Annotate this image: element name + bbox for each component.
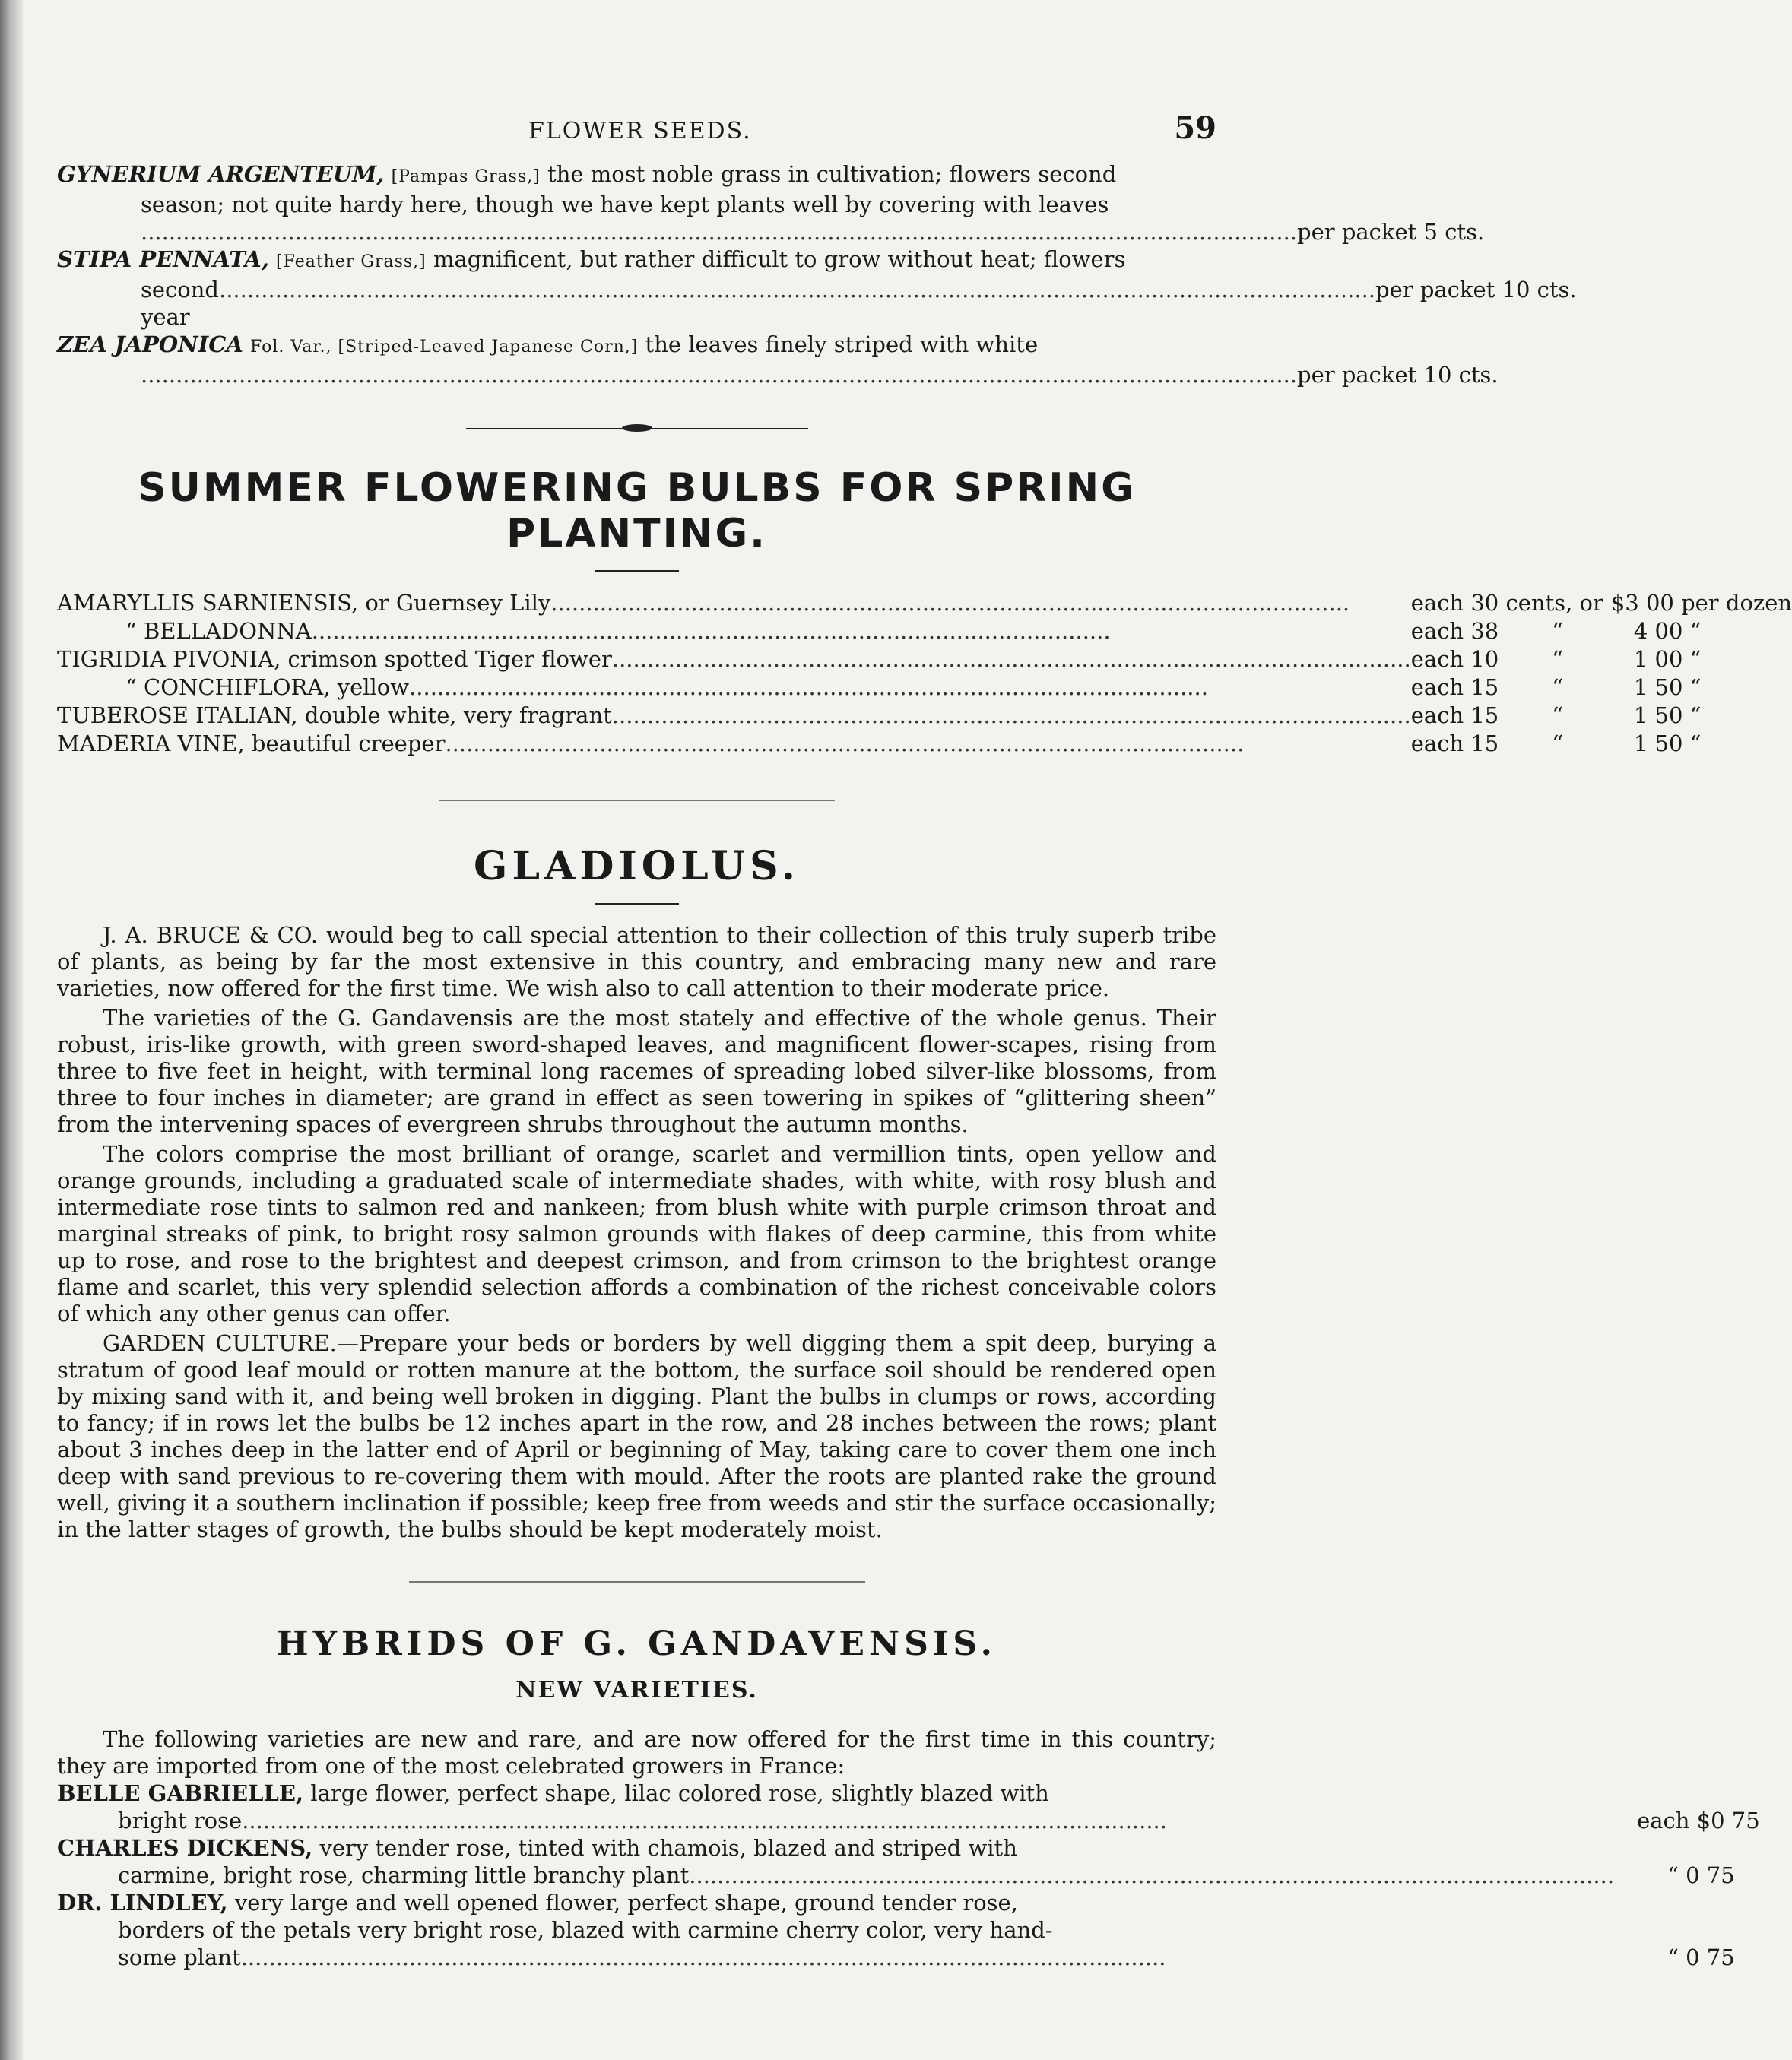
variety-description-cont: some plant xyxy=(118,1944,241,1970)
variety-description-cont: borders of the petals very bright rose, blazed with carmine cherry color, very hand- xyxy=(118,1917,1053,1943)
table-row xyxy=(57,1780,1760,1834)
bulb-price-each: each 15 xyxy=(1410,702,1499,728)
bulb-name: TUBEROSE ITALIAN, double white, very fragrant xyxy=(57,702,612,728)
grass-common-name: [Pampas Grass,] xyxy=(391,167,541,186)
section-divider xyxy=(439,800,835,801)
dot-leader: .................................................................................................................. xyxy=(409,674,1208,700)
bulb-price-dozen: $3 00 per dozen xyxy=(1610,590,1792,616)
page-number: 59 xyxy=(1174,110,1216,146)
variety-description-cont: carmine, bright rose, charming little branchy plant xyxy=(118,1862,690,1888)
dot-leader: .................................................................................................................. xyxy=(550,590,1350,616)
table-row xyxy=(57,702,1792,730)
variety-name: BELLE GABRIELLE, xyxy=(57,1780,304,1806)
variety-name: CHARLES DICKENS, xyxy=(57,1835,313,1861)
ornamental-divider xyxy=(466,426,808,431)
grass-description: the leaves finely striped with white xyxy=(638,331,1039,357)
grass-description-cont: second year xyxy=(141,277,219,330)
ditto-mark: “ xyxy=(1552,731,1564,756)
dot-leader: .................................................................................................................. xyxy=(311,618,1111,644)
dot-leader: .................................................................................................................................... xyxy=(689,1862,1615,1888)
table-row xyxy=(57,730,1792,758)
ditto-mark: “ xyxy=(1552,702,1564,728)
grass-common-name: Fol. Var., [Striped-Leaved Japanese Corn,] xyxy=(250,338,639,357)
dot-leader: ..................................................................................................................................................................... xyxy=(141,219,1298,245)
variety-description-cont: bright rose xyxy=(118,1808,243,1833)
ditto-mark: “ xyxy=(1552,646,1564,672)
bulbs-price-table xyxy=(57,589,1792,758)
bulb-price-dozen: 4 00 “ xyxy=(1633,618,1702,644)
grass-price: per packet 10 cts. xyxy=(1375,277,1577,303)
page-gutter-shadow xyxy=(0,0,23,2060)
hybrids-price-list xyxy=(57,1780,1760,1971)
dot-leader: .................................................................................................................................... xyxy=(242,1808,1167,1833)
new-varieties-subheading: NEW VARIETIES. xyxy=(515,1677,758,1703)
hybrids-intro: The following varieties are new and rare, and are now offered for the first time in this country; they are imported from one of the most celebrated growers in France: xyxy=(57,1726,1216,1779)
variety-price: each $0 75 xyxy=(1637,1808,1760,1833)
bulb-name: “ CONCHIFLORA, yellow xyxy=(125,674,410,700)
grass-description: the most noble grass in cultivation; flowers second xyxy=(540,161,1117,187)
table-row xyxy=(57,1834,1760,1889)
bulb-price-dozen: 1 50 “ xyxy=(1633,731,1702,756)
variety-description: very large and well opened flower, perfect shape, ground tender rose, xyxy=(227,1890,1018,1916)
dot-leader: ..................................................................................................................................................................... xyxy=(219,277,1376,303)
hybrids-heading: HYBRIDS OF G. GANDAVENSIS. xyxy=(277,1624,997,1663)
heading-rule xyxy=(595,903,679,905)
bulb-name: AMARYLLIS SARNIENSIS, or Guernsey Lily xyxy=(57,590,551,616)
bulb-price-each: each 10 xyxy=(1410,646,1499,672)
bulb-price-dozen: 1 50 “ xyxy=(1633,702,1702,728)
grass-price: per packet 10 cts. xyxy=(1297,362,1499,388)
grass-list xyxy=(57,160,1577,388)
grass-name: GYNERIUM ARGENTEUM, xyxy=(57,161,385,187)
table-row xyxy=(57,589,1792,617)
bulb-price-each: each 15 xyxy=(1410,731,1499,756)
grass-price: per packet 5 cts. xyxy=(1297,219,1485,245)
section-divider xyxy=(409,1581,865,1583)
grass-entry xyxy=(57,246,1577,331)
gladiolus-paragraph: The varieties of the G. Gandavensis are the most stately and effective of the whole genus. Their robust, iris-like growth, with green sword-shaped leaves, and magnificent flower-scapes, rising from three to five feet in height, with terminal long racemes of spreading lobed silver-like blossoms, from three to four inches in diameter; are grand in effect as seen towering in spikes of “glittering sheen” from the intervening spaces of evergreen shrubs throughout the autumn months. xyxy=(57,1005,1216,1137)
grass-common-name: [Feather Grass,] xyxy=(276,252,427,271)
running-title: FLOWER SEEDS. xyxy=(528,118,752,144)
dot-leader: .................................................................................................................. xyxy=(611,702,1411,728)
bulb-price-each: each 38 xyxy=(1410,618,1499,644)
gladiolus-heading: GLADIOLUS. xyxy=(474,843,800,889)
dot-leader: ..................................................................................................................................................................... xyxy=(141,362,1298,388)
gladiolus-paragraph: The colors comprise the most brilliant of orange, scarlet and vermillion tints, open yellow and orange grounds, including a graduated scale of intermediate shades, with white, with rosy blush and intermediate rose tints to salmon red and nankeen; from blush white with purple crimson throat and marginal streaks of pink, to bright rosy salmon grounds with flakes of deep carmine, this from white up to rose, and rose to the brightest and deepest crimson, and from crimson to the brightest orange flame and scarlet, this very splendid selection affords a combination of the richest conceivable colors of which any other genus can offer. xyxy=(57,1141,1216,1326)
dot-leader: .................................................................................................................. xyxy=(611,646,1411,672)
variety-description: large flower, perfect shape, lilac colored rose, slightly blazed with xyxy=(303,1780,1049,1806)
bulb-price-each: each 15 xyxy=(1410,674,1499,700)
grass-description: magnificent, but rather difficult to grow without heat; flowers xyxy=(426,246,1126,272)
bulb-price-dozen: 1 50 “ xyxy=(1633,674,1702,700)
bulb-name: “ BELLADONNA xyxy=(125,618,312,644)
grass-description-cont: season; not quite hardy here, though we have kept plants well by covering with leaves xyxy=(141,192,1109,217)
table-row xyxy=(57,673,1792,702)
variety-price: “ 0 75 xyxy=(1667,1862,1735,1888)
heading-rule xyxy=(595,570,679,572)
garden-culture-paragraph: GARDEN CULTURE.—Prepare your beds or borders by well digging them a spit deep, burying a stratum of good leaf mould or rotten manure at the bottom, the surface soil should be rendered open by mixing sand with it, and being well broken in digging. Plant the bulbs in clumps or rows, according to fancy; if in rows let the bulbs be 12 inches apart in the row, and 28 inches between the rows; plant about 3 inches deep in the latter end of April or beginning of May, taking care to cover them one inch deep with sand previous to re-covering them with mould. After the roots are planted rake the ground well, giving it a southern inclination if possible; keep free from weeds and stir the surface occasionally; in the latter stages of growth, the bulbs should be kept moderately moist. xyxy=(57,1330,1216,1542)
grass-name: STIPA PENNATA, xyxy=(57,246,269,272)
dot-leader: .................................................................................................................. xyxy=(445,731,1245,756)
page xyxy=(57,110,1792,1971)
grass-entry xyxy=(57,160,1485,246)
divider-ornament xyxy=(622,424,652,432)
grass-entry xyxy=(57,331,1499,388)
bulb-name: MADERIA VINE, beautiful creeper xyxy=(57,731,446,756)
bulb-name: TIGRIDIA PIVONIA, crimson spotted Tiger flower xyxy=(57,646,612,672)
dot-leader: .................................................................................................................................... xyxy=(240,1944,1166,1970)
bulb-price-dozen: 1 00 “ xyxy=(1633,646,1702,672)
bulb-price-each: each 30 cents, or xyxy=(1410,590,1603,616)
variety-name: DR. LINDLEY, xyxy=(57,1890,228,1916)
grass-name: ZEA JAPONICA xyxy=(57,331,243,357)
variety-description: very tender rose, tinted with chamois, blazed and striped with xyxy=(312,1835,1017,1861)
table-row xyxy=(57,1889,1760,1971)
variety-price: “ 0 75 xyxy=(1667,1944,1735,1970)
ditto-mark: “ xyxy=(1552,618,1564,644)
ditto-mark: “ xyxy=(1552,674,1564,700)
gladiolus-paragraph: J. A. BRUCE & CO. would beg to call special attention to their collection of this truly superb tribe of plants, as being by far the most extensive in this country, and embracing many new and rare varieties, now offered for the first time. We wish also to call attention to their moderate price. xyxy=(57,922,1216,1001)
table-row xyxy=(57,645,1792,673)
table-row xyxy=(57,617,1792,645)
running-header xyxy=(57,110,1216,156)
bulbs-heading: SUMMER FLOWERING BULBS FOR SPRING PLANTING. xyxy=(138,465,1136,556)
